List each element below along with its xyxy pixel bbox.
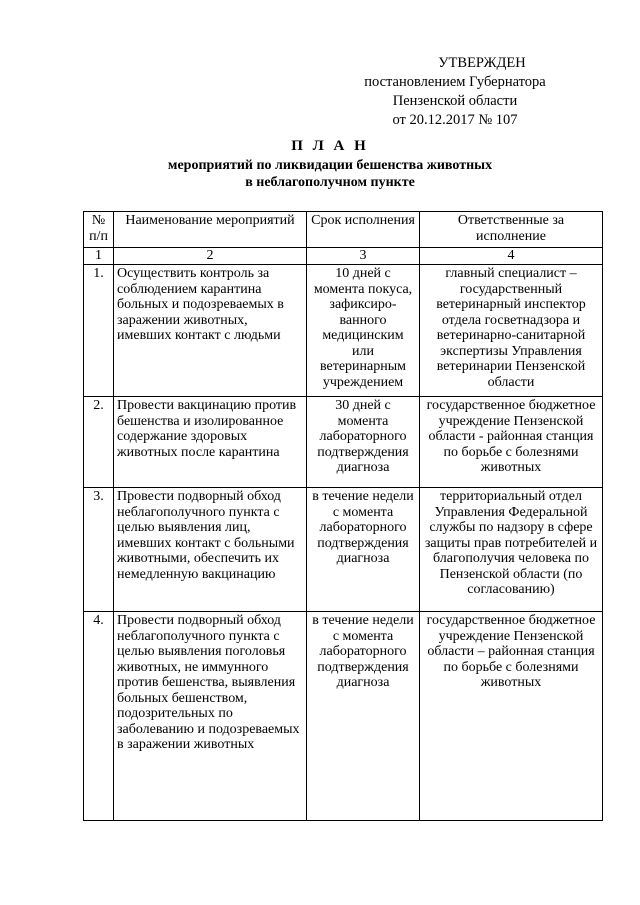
column-number: 1 xyxy=(84,248,114,265)
approval-heading: УТВЕРЖДЕН xyxy=(438,55,526,71)
row-activity: Провести подворный обход неблагополучного пункта с целью выявления лиц, имевших контакт с больными животными, обеспечить их немедленную вакцинацию xyxy=(114,488,307,612)
header-responsible: Ответственные за исполнение xyxy=(420,212,603,248)
row-responsible: главный специалист – государственный ветеринарный инспектор отдела госветнадзора и ветеринарно-санитарной экспертизы Управления ветеринарии Пензенской области xyxy=(420,265,603,397)
column-number: 2 xyxy=(114,248,307,265)
approval-decree: постановлением Губернатора xyxy=(364,74,546,90)
row-deadline: 10 дней с момента покуса, зафиксиро-ванного медицинским или ветеринарным учреждением xyxy=(307,265,420,397)
row-deadline: 30 дней с момента лабораторного подтверждения диагноза xyxy=(307,397,420,488)
approval-stamp xyxy=(300,54,610,130)
column-number-row xyxy=(84,248,603,265)
row-number: 4. xyxy=(84,612,114,821)
row-activity: Осуществить контроль за соблюдением карантина больных и подозреваемых в заражении животных, имевших контакт с людьми xyxy=(114,265,307,397)
title-line-2: в неблагополучном пункте xyxy=(245,175,415,190)
title-plan: П Л А Н xyxy=(291,138,369,154)
row-deadline: в течение недели с момента лабораторного подтверждения диагноза xyxy=(307,612,420,821)
row-number: 3. xyxy=(84,488,114,612)
table-row xyxy=(84,265,603,397)
row-activity: Провести вакцинацию против бешенства и изолированное содержание здоровых животных после карантина xyxy=(114,397,307,488)
row-deadline: в течение недели с момента лабораторного подтверждения диагноза xyxy=(307,488,420,612)
row-number: 2. xyxy=(84,397,114,488)
row-responsible: территориальный отдел Управления Федеральной службы по надзору в сфере защиты прав потребителей и благополучия человека по Пензенской области (по согласованию) xyxy=(420,488,603,612)
row-responsible: государственное бюджетное учреждение Пензенской области - районная станция по борьбе с болезнями животных xyxy=(420,397,603,488)
row-number: 1. xyxy=(84,265,114,397)
column-number: 4 xyxy=(420,248,603,265)
header-number: № п/п xyxy=(84,212,114,248)
table-row xyxy=(84,612,603,821)
approval-date-number: от 20.12.2017 № 107 xyxy=(392,112,518,128)
table-row xyxy=(84,397,603,488)
table-row xyxy=(84,488,603,612)
title-line-1: мероприятий по ликвидации бешенства животных xyxy=(167,158,493,173)
column-number: 3 xyxy=(307,248,420,265)
header-deadline: Срок исполнения xyxy=(307,212,420,248)
row-responsible: государственное бюджетное учреждение Пензенской области – районная станция по борьбе с болезнями животных xyxy=(420,612,603,821)
row-activity: Провести подворный обход неблагополучного пункта с целью выявления поголовья животных, не иммунного против бешенства, выявления больных бешенством, подозрительных по заболеванию и подозреваемых в заражении животных xyxy=(114,612,307,821)
table-header-row xyxy=(84,212,603,248)
plan-table xyxy=(83,211,603,821)
approval-region: Пензенской области xyxy=(392,93,518,109)
header-activity: Наименование мероприятий xyxy=(114,212,307,248)
document-title xyxy=(60,138,600,191)
